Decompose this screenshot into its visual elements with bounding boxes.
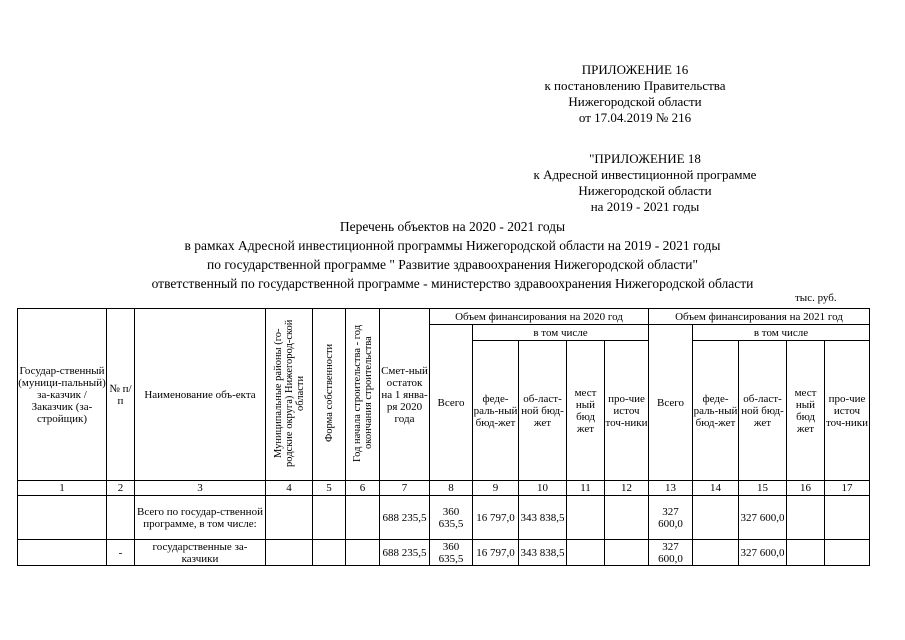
header-years-cell — [346, 309, 380, 481]
header-district-cell — [266, 309, 313, 481]
table-row — [18, 496, 870, 540]
col-number: 11 — [567, 481, 605, 496]
header-ownership-cell — [313, 309, 346, 481]
cell-name: Всего по государ-ственной программе, в том числе: — [135, 496, 266, 540]
annex16-line3: от 17.04.2019 № 216 — [578, 110, 692, 125]
cell-name: государственные за-казчики — [152, 540, 248, 565]
cell-district — [266, 540, 313, 566]
col-number: 3 — [135, 481, 266, 496]
header-federal-2020: феде-раль-ный бюд-жет — [473, 341, 519, 481]
table-row — [18, 540, 870, 566]
col-number: 13 — [649, 481, 693, 496]
doc-title-line1: Перечень объектов на 2020 - 2021 годы — [339, 219, 566, 234]
cell-local-2021 — [787, 496, 825, 540]
cell-local-2020 — [567, 540, 605, 566]
doc-title-line2: в рамках Адресной инвестиционной программы Нижегородской области на 2019 - 2021 годы — [184, 238, 721, 253]
header-federal-2021: феде-раль-ный бюд-жет — [693, 341, 739, 481]
col-number: 4 — [266, 481, 313, 496]
header-customer: Государ-ственный (муници-пальный) за-казчик / Заказчик (за-стройщик) — [18, 309, 107, 481]
header-name: Наименование объ-екта — [135, 309, 266, 481]
cell-customer — [18, 540, 107, 566]
cell-num — [107, 496, 135, 540]
header-total-2021: Всего — [649, 325, 693, 481]
col-number: 15 — [739, 481, 787, 496]
cell-customer — [18, 496, 107, 540]
cell-federal-2020: 16 797,0 — [473, 540, 519, 566]
col-number: 12 — [605, 481, 649, 496]
cell-local-2021 — [787, 540, 825, 566]
cell-regional-2020: 343 838,5 — [519, 496, 567, 540]
cell-total-2020: 360 635,5 — [430, 496, 473, 540]
header-other-2021: про-чие источ точ-ники — [825, 341, 870, 481]
cell-other-2020 — [605, 540, 649, 566]
col-number: 6 — [346, 481, 380, 496]
cell-other-2021 — [825, 496, 870, 540]
cell-ownership — [313, 496, 346, 540]
cell-regional-2021: 327 600,0 — [739, 540, 787, 566]
column-number-row — [18, 481, 870, 496]
header-incl-2020: в том числе — [473, 325, 649, 341]
col-number: 5 — [313, 481, 346, 496]
col-number: 7 — [380, 481, 430, 496]
cell-total-2021: 327 600,0 — [649, 540, 693, 566]
cell-district — [266, 496, 313, 540]
cell-regional-2021: 327 600,0 — [739, 496, 787, 540]
header-years: Год начала строительства - год окончания строительства — [351, 324, 374, 462]
cell-ownership — [313, 540, 346, 566]
cell-other-2020 — [605, 496, 649, 540]
header-row-1 — [18, 309, 870, 325]
cell-federal-2021 — [693, 540, 739, 566]
doc-title-line3: по государственной программе " Развитие здравоохранения Нижегородской области" — [207, 257, 698, 272]
header-incl-2021: в том числе — [693, 325, 870, 341]
cell-name-wrap — [135, 540, 266, 566]
annex18-block — [505, 151, 785, 215]
col-number: 9 — [473, 481, 519, 496]
objects-table — [17, 308, 870, 566]
header-regional-2020: об-ласт-ной бюд-жет — [519, 341, 567, 481]
annex18-line2: Нижегородской области — [578, 183, 712, 198]
cell-years — [346, 496, 380, 540]
header-num: № п/п — [107, 309, 135, 481]
header-other-2020: про-чие источ точ-ники — [605, 341, 649, 481]
header-local-2020: мест ный бюд жет — [567, 341, 605, 481]
cell-federal-2021 — [693, 496, 739, 540]
annex16-block — [520, 62, 750, 126]
cell-years — [346, 540, 380, 566]
cell-balance: 688 235,5 — [380, 540, 430, 566]
header-district: Муниципальные районы (го-родские округа) Нижегород-ской области — [272, 319, 306, 467]
header-fin2021: Объем финансирования на 2021 год — [649, 309, 870, 325]
col-number: 2 — [107, 481, 135, 496]
header-regional-2021: об-ласт-ной бюд-жет — [739, 341, 787, 481]
header-ownership: Форма собственности — [323, 343, 335, 443]
header-local-2021: мест ный бюд жет — [787, 341, 825, 481]
col-number: 8 — [430, 481, 473, 496]
annex18-line1: к Адресной инвестиционной программе — [533, 167, 757, 182]
annex16-title: ПРИЛОЖЕНИЕ 16 — [581, 62, 689, 77]
cell-total-2021: 327 600,0 — [649, 496, 693, 540]
col-number: 10 — [519, 481, 567, 496]
cell-num: - — [107, 540, 135, 566]
col-number: 1 — [18, 481, 107, 496]
doc-title-line4: ответственный по государственной программе - министерство здравоохранения Нижегородской области — [151, 276, 754, 291]
col-number: 17 — [825, 481, 870, 496]
cell-balance: 688 235,5 — [380, 496, 430, 540]
annex16-line1: к постановлению Правительства — [544, 78, 726, 93]
cell-other-2021 — [825, 540, 870, 566]
unit-label: тыс. руб. — [795, 292, 837, 304]
annex18-line3: на 2019 - 2021 годы — [590, 199, 700, 214]
cell-local-2020 — [567, 496, 605, 540]
header-balance: Смет-ный остаток на 1 янва-ря 2020 года — [380, 309, 430, 481]
cell-total-2020: 360 635,5 — [430, 540, 473, 566]
cell-regional-2020: 343 838,5 — [519, 540, 567, 566]
annex18-title: "ПРИЛОЖЕНИЕ 18 — [589, 151, 701, 166]
col-number: 16 — [787, 481, 825, 496]
annex16-line2: Нижегородской области — [568, 94, 702, 109]
header-total-2020: Всего — [430, 325, 473, 481]
cell-federal-2020: 16 797,0 — [473, 496, 519, 540]
header-fin2020: Объем финансирования на 2020 год — [430, 309, 649, 325]
col-number: 14 — [693, 481, 739, 496]
